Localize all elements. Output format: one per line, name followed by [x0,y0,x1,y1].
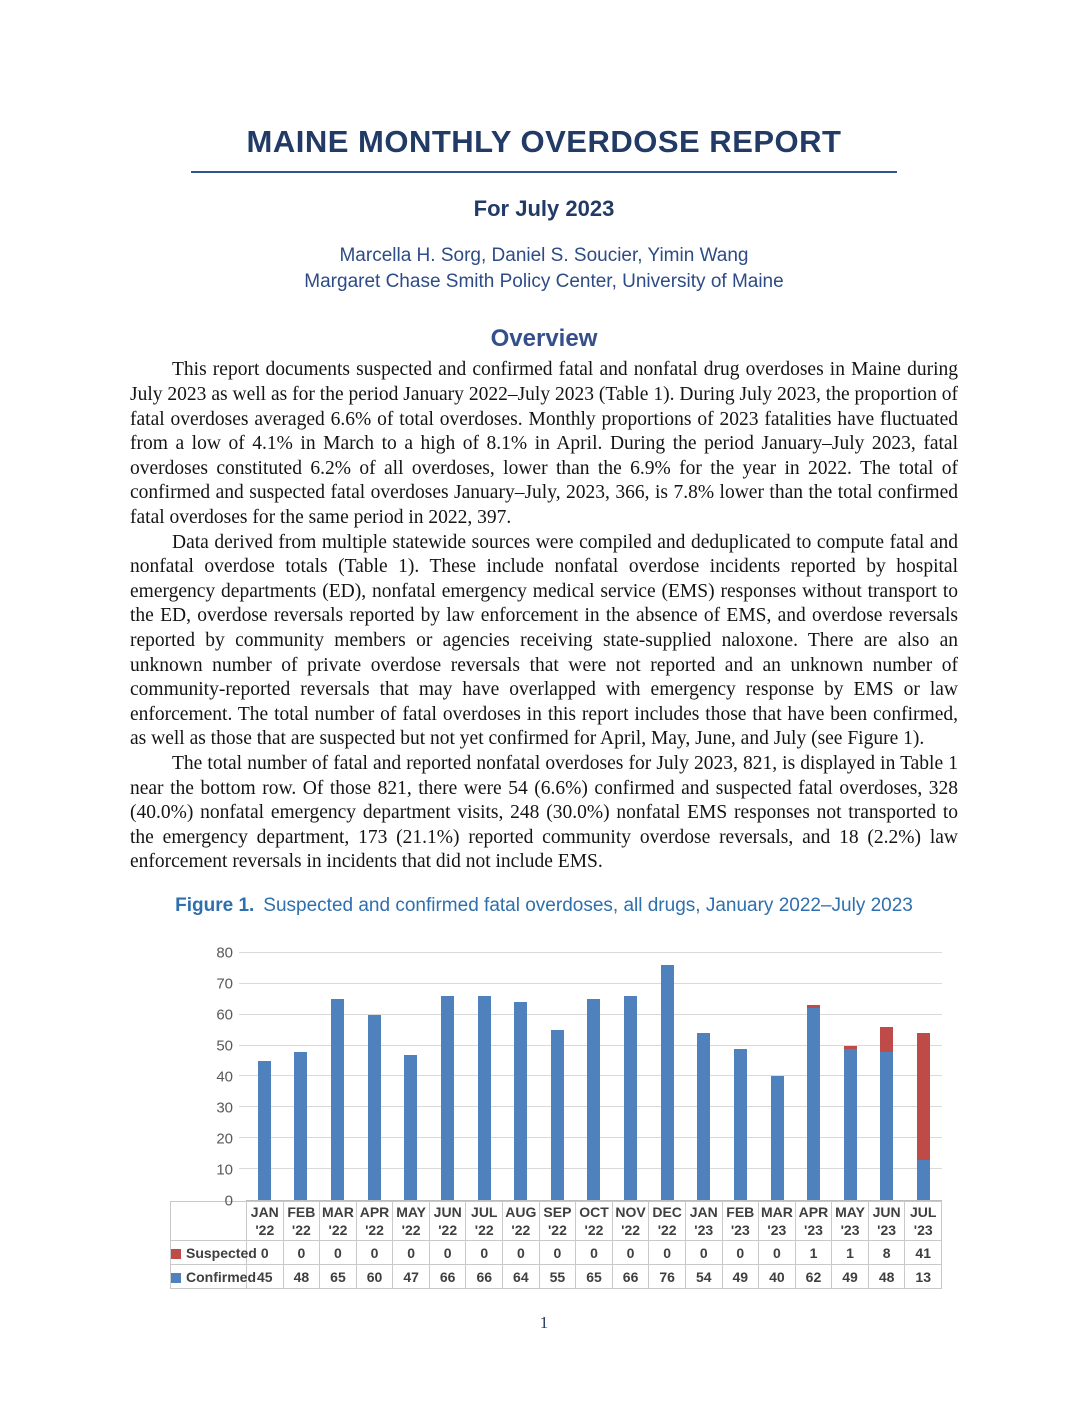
x-axis-category-label [868,1201,905,1240]
x-axis-category-label [466,1201,503,1240]
series-value-cell: 41 [905,1241,942,1265]
y-axis-tick-label: 30 [216,1099,233,1117]
authors-line: Marcella H. Sorg, Daniel S. Soucier, Yimin Wang [339,245,749,266]
legend-label: Suspected [186,1244,257,1261]
year-label: '23 [694,1222,714,1239]
bar-group [393,953,430,1200]
series-value-cell: 0 [722,1241,759,1265]
series-value-cell: 13 [905,1265,942,1289]
month-label: OCT [579,1203,609,1220]
series-value-cell: 45 [247,1265,284,1289]
month-label: JUN [433,1203,462,1220]
bar-group [429,953,466,1200]
x-axis-category-label [795,1201,832,1240]
bar-segment-confirmed [624,996,637,1200]
figure1-caption-text: Suspected and confirmed fatal overdoses, all drugs, January 2022–July 2023 [263,894,913,916]
series-value-cell: 54 [685,1265,722,1289]
bar-stack [771,953,784,1200]
bar-stack [551,953,564,1200]
bar-segment-confirmed [587,999,600,1200]
month-label: APR [798,1203,829,1220]
series-value-cell: 60 [356,1265,393,1289]
report-period-subtitle: For July 2023 [473,196,615,221]
year-label: '22 [511,1222,531,1239]
section-heading-overview: Overview [490,325,598,353]
bar-group [759,953,796,1200]
series-value-cell: 0 [649,1241,686,1265]
bar-group [466,953,503,1200]
x-axis-category-label [685,1201,722,1240]
series-value-cell: 0 [283,1241,320,1265]
chart-plot [246,953,942,1201]
figure1-chart [170,944,942,1289]
bar-segment-confirmed [551,1030,564,1200]
legend-entry-suspected [171,1241,257,1265]
series-value-cell: 0 [320,1241,357,1265]
bar-segment-confirmed [368,1015,381,1200]
month-label: FEB [287,1203,316,1220]
bar-group [905,953,942,1200]
x-axis-category-label [722,1201,759,1240]
bar-group [722,953,759,1200]
bar-segment-confirmed [331,999,344,1200]
series-value-cell: 48 [868,1265,905,1289]
x-axis-category-label [320,1201,357,1240]
x-axis-category-label [905,1201,942,1240]
series-value-cell: 0 [612,1241,649,1265]
series-row-suspected [171,1241,942,1265]
series-value-cell: 1 [795,1241,832,1265]
year-label: '22 [547,1222,567,1239]
legend-label: Confirmed [186,1268,256,1285]
series-value-cell: 66 [466,1265,503,1289]
page-number: 1 [539,1313,549,1333]
document-header [0,0,1088,295]
bar-stack [587,953,600,1200]
x-axis-category-label [356,1201,393,1240]
bar-group [649,953,686,1200]
bar-stack [844,953,857,1200]
bar-group [686,953,723,1200]
series-value-cell: 1 [832,1241,869,1265]
x-axis-category-label [576,1201,613,1240]
y-axis-tick-label: 60 [216,1006,233,1024]
series-value-cell: 0 [685,1241,722,1265]
bar-group [356,953,393,1200]
bar-stack [917,953,930,1200]
authors-block [0,243,1088,295]
chart-y-axis [170,944,246,1210]
series-value-cell: 0 [393,1241,430,1265]
figure1-caption [0,895,1088,917]
year-label: '22 [584,1222,604,1239]
month-label: FEB [726,1203,755,1220]
year-label: '23 [913,1222,933,1239]
x-axis-category-row [171,1201,942,1240]
x-axis-category-label [539,1201,576,1240]
bar-stack [258,953,271,1200]
bar-segment-confirmed [697,1033,710,1200]
y-axis-tick-label: 20 [216,1130,233,1148]
x-axis-category-label [503,1201,540,1240]
bar-segment-confirmed [844,1049,857,1200]
figure1-caption-label: Figure 1. [175,894,255,916]
series-value-cell: 40 [759,1265,796,1289]
series-value-cell: 66 [612,1265,649,1289]
year-label: '22 [621,1222,641,1239]
year-label: '23 [840,1222,860,1239]
year-label: '23 [767,1222,787,1239]
series-value-cell: 49 [832,1265,869,1289]
bar-group [319,953,356,1200]
series-value-cell: 62 [795,1265,832,1289]
bar-segment-confirmed [917,1160,930,1200]
bar-stack [734,953,747,1200]
bar-stack [807,953,820,1200]
bar-group [795,953,832,1200]
series-value-cell: 0 [356,1241,393,1265]
legend-entry-confirmed [171,1265,256,1289]
y-axis-tick-label: 0 [224,1192,233,1210]
bar-group [576,953,613,1200]
chart-plot-row [170,944,942,1210]
series-value-cell: 0 [247,1241,284,1265]
series-value-cell: 0 [503,1241,540,1265]
bar-stack [331,953,344,1200]
bar-segment-suspected [917,1033,930,1160]
bar-segment-confirmed [478,996,491,1200]
bar-segment-confirmed [441,996,454,1200]
month-label: JAN [250,1203,279,1220]
affiliation-line: Margaret Chase Smith Policy Center, University of Maine [304,271,784,293]
bar-segment-confirmed [880,1052,893,1200]
chart-data-table-body [171,1201,942,1288]
year-label: '22 [328,1222,348,1239]
series-value-cell: 64 [503,1265,540,1289]
series-value-cell: 8 [868,1241,905,1265]
y-axis-tick-label: 10 [216,1161,233,1179]
overview-paragraph-1: This report documents suspected and confirmed fatal and nonfatal drug overdoses in Maine during July 2023 as well as for the period January 2022–July 2023 (Table 1). During July 2023, the proportion of fatal overdoses averaged 6.6% of total overdoses. Monthly proportions of 2023 fatalities have fluctuated from a low of 4.1% in March to a high of 8.1% in April. During the period January–July 2023, fatal overdoses constituted 6.2% of all overdoses, lower than the 6.9% for the year in 2022. The total of confirmed and suspected fatal overdoses January–July, 2023, 366, is 7.8% lower than the total confirmed fatal overdoses for the same period in 2022, 397. [130,359,958,528]
month-label: SEP [543,1203,572,1220]
series-value-cell: 76 [649,1265,686,1289]
series-value-cell: 0 [429,1241,466,1265]
bar-stack [368,953,381,1200]
x-axis-category-label [393,1201,430,1240]
bar-group [502,953,539,1200]
page-title: MAINE MONTHLY OVERDOSE REPORT [246,124,842,159]
bar-group [246,953,283,1200]
bar-stack [624,953,637,1200]
series-value-cell: 65 [320,1265,357,1289]
month-label: AUG [505,1203,537,1220]
year-label: '23 [877,1222,897,1239]
year-label: '22 [657,1222,677,1239]
overview-paragraph-3: The total number of fatal and reported nonfatal overdoses for July 2023, 821, is displayed in Table 1 near the bottom row. Of those 821, there were 54 (6.6%) confirmed and suspected fatal overdoses, 328 (40.0%) nonfatal emergency department visits, 248 (30.0%) nonfatal EMS responses not transported to the emergency department, 173 (21.1%) reported community overdose reversals, and 18 (2.2%) law enforcement reversals in incidents that did not include EMS. [130,752,958,873]
month-label: DEC [652,1203,682,1220]
bar-segment-confirmed [661,965,674,1200]
bar-stack [441,953,454,1200]
year-label: '22 [365,1222,384,1239]
series-value-cell: 48 [283,1265,320,1289]
x-axis-category-label [247,1201,284,1240]
month-label: MAR [322,1203,354,1220]
year-label: '23 [730,1222,750,1239]
bar-segment-confirmed [771,1076,784,1200]
bar-segment-confirmed [807,1008,820,1199]
title-underline [191,171,897,173]
legend-swatch-icon [171,1273,181,1283]
bar-group [612,953,649,1200]
year-label: '22 [474,1222,494,1239]
month-label: MAY [835,1203,865,1220]
month-label: JUN [872,1203,901,1220]
legend-swatch-icon [171,1249,181,1259]
bar-segment-confirmed [514,1002,527,1200]
bar-group [539,953,576,1200]
x-axis-category-label [283,1201,320,1240]
month-label: MAY [396,1203,427,1220]
month-label: NOV [615,1203,646,1220]
series-value-cell: 66 [429,1265,466,1289]
month-label: JUL [471,1203,498,1220]
overview-paragraph-2: Data derived from multiple statewide sources were compiled and deduplicated to compute fatal and nonfatal overdose totals (Table 1). These include nonfatal overdose incidents reported by hospital emergency departments (ED), nonfatal emergency medical service (EMS) responses without transport to the ED, overdose reversals reported by law enforcement in the absence of EMS, and overdose reversals reported by community members or agencies receiving state-supplied naloxone. There are also an unknown number of private overdose reversals that were not reported and an unknown number of community-reported reversals that may have overlapped with emergency response by EMS or law enforcement. The total number of fatal overdoses in this report includes those that have been confirmed, as well as those that are suspected but not yet confirmed for April, May, June, and July (see Figure 1). [130,531,958,750]
bar-stack [478,953,491,1200]
series-value-cell: 65 [576,1265,613,1289]
y-axis-tick-label: 50 [216,1037,233,1055]
month-label: JAN [689,1203,718,1220]
year-label: '22 [291,1222,311,1239]
series-value-cell: 0 [466,1241,503,1265]
bar-group [832,953,869,1200]
year-label: '22 [438,1222,458,1239]
series-row-confirmed [171,1265,942,1289]
year-label: '22 [255,1222,275,1239]
bar-segment-confirmed [294,1052,307,1200]
y-axis-tick-label: 70 [216,975,233,993]
overview-body [0,358,1088,874]
x-axis-category-label [429,1201,466,1240]
x-axis-category-label [649,1201,686,1240]
bar-segment-suspected [880,1027,893,1052]
chart-data-table [170,1201,942,1289]
bar-stack [404,953,417,1200]
month-label: MAR [760,1203,793,1220]
series-value-cell: 0 [539,1241,576,1265]
x-axis-category-label [832,1201,869,1240]
bar-stack [294,953,307,1200]
bar-stack [514,953,527,1200]
bar-group [283,953,320,1200]
month-label: APR [359,1203,390,1220]
table-corner-cell [171,1201,247,1240]
series-value-cell: 0 [576,1241,613,1265]
bar-segment-confirmed [258,1061,271,1200]
series-value-cell: 0 [759,1241,796,1265]
bar-stack [697,953,710,1200]
x-axis-category-label [612,1201,649,1240]
bar-segment-confirmed [734,1049,747,1200]
month-label: JUL [909,1203,937,1220]
series-value-cell: 49 [722,1265,759,1289]
series-value-cell: 55 [539,1265,576,1289]
y-axis-tick-label: 80 [216,944,233,962]
bar-group [869,953,906,1200]
y-axis-tick-label: 40 [216,1068,233,1086]
bar-stack [880,953,893,1200]
year-label: '22 [401,1222,421,1239]
bar-segment-confirmed [404,1055,417,1200]
year-label: '23 [804,1222,823,1239]
series-value-cell: 47 [393,1265,430,1289]
bar-stack [661,953,674,1200]
x-axis-category-label [759,1201,796,1240]
